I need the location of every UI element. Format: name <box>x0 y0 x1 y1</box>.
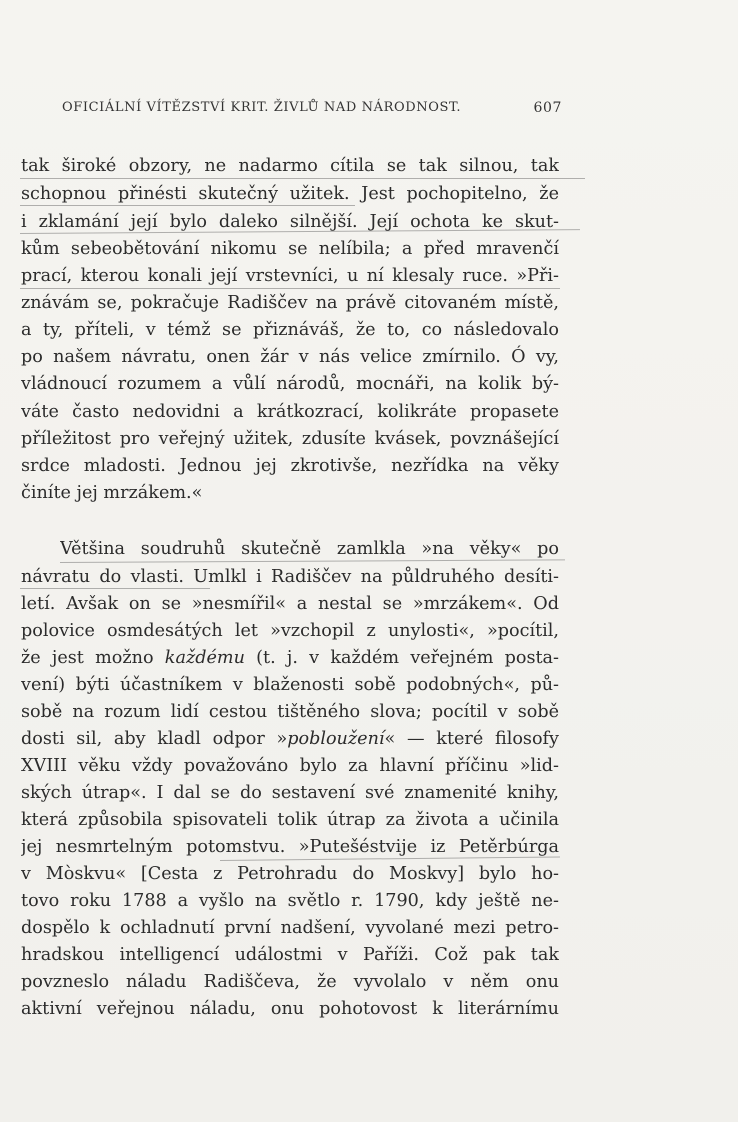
text-line: činíte jej mrzákem.« <box>21 483 203 503</box>
text-line: hradskou intelligencí událostmi v Paříži. Což pak tak <box>21 945 559 965</box>
text-line: jej nesmrtelným potomstvu. »Putešéstvije iz Petěrbúrga <box>21 837 559 857</box>
text-line: letí. Avšak on se »nesmířil« a nestal se »mrzákem«. Od <box>21 594 559 614</box>
text-line: polovice osmdesátých let »vzchopil z unylosti«, »pocítil, <box>21 621 559 641</box>
text-segment: že jest možno <box>21 648 165 668</box>
text-line: aktivní veřejnou náladu, onu pohotovost k literárnímu <box>21 999 559 1019</box>
text-line: i zklamání její bylo daleko silnější. Její ochota ke skut- <box>21 212 559 232</box>
running-head: OFICIÁLNÍ VÍTĚZSTVÍ KRIT. ŽIVLŮ NAD NÁRODNOST. <box>62 100 462 115</box>
page-header <box>62 100 562 124</box>
text-line: kům sebeobětování nikomu se nelíbila; a před mravenčí <box>21 239 559 259</box>
text-line: XVIII věku vždy považováno bylo za hlavní příčinu »lid- <box>21 756 559 776</box>
text-line <box>21 725 559 753</box>
text-segment: (t. j. v každém veřejném posta- <box>244 648 559 668</box>
text-line: po našem návratu, onen žár v nás velice zmírnilo. Ó vy, <box>21 347 559 367</box>
text-line: schopnou přinésti skutečný užitek. Jest pochopitelno, že <box>21 184 559 204</box>
page-number: 607 <box>533 100 562 116</box>
text-segment: dosti sil, aby kladl odpor » <box>21 729 288 749</box>
text-line: váte často nedovidni a krátkozrací, kolikráte propasete <box>21 402 559 422</box>
text-line: ských útrap«. I dal se do sestavení své znamenité knihy, <box>21 783 559 803</box>
text-line: sobě na rozum lidí cestou tištěného slova; pocítil v sobě <box>21 702 559 722</box>
text-line: znávám se, pokračuje Radiščev na právě citovaném místě, <box>21 293 559 313</box>
text-line: v Mòskvu« [Cesta z Petrohradu do Moskvy] bylo ho- <box>21 864 559 884</box>
text-segment: « — které filosofy <box>384 729 559 749</box>
text-line: prací, kterou konali její vrstevníci, u ní klesaly ruce. »Při- <box>21 266 559 286</box>
text-line: tak široké obzory, ne nadarmo cítila se tak silnou, tak <box>21 156 559 176</box>
text-line: Většina soudruhů skutečně zamlkla »na věky« po <box>60 539 559 559</box>
text-line: povzneslo náladu Radiščeva, že vyvolalo v něm onu <box>21 972 559 992</box>
text-line: která způsobila spisovateli tolik útrap za života a učinila <box>21 810 559 830</box>
text-line: vení) býti účastníkem v blaženosti sobě podobných«, pů- <box>21 675 559 695</box>
text-line: dospělo k ochladnutí první nadšení, vyvolané mezi petro- <box>21 918 559 938</box>
text-line <box>21 644 559 672</box>
text-line: tovo roku 1788 a vyšlo na světlo r. 1790, kdy ještě ne- <box>21 891 559 911</box>
text-line: a ty, příteli, v témž se přiznáváš, že to, co následovalo <box>21 320 559 340</box>
text-line: vládnoucí rozumem a vůlí národů, mocnáři, na kolik bý- <box>21 374 559 394</box>
emphasis-text: pobloužení <box>287 729 385 749</box>
text-line: návratu do vlasti. Umlkl i Radiščev na půldruhého desíti- <box>21 567 559 587</box>
text-line: srdce mladosti. Jednou jej zkrotivše, nezřídka na věky <box>21 456 559 476</box>
text-line: příležitost pro veřejný užitek, zdusíte kvásek, povznášející <box>21 429 559 449</box>
emphasis-text: každému <box>164 648 245 668</box>
